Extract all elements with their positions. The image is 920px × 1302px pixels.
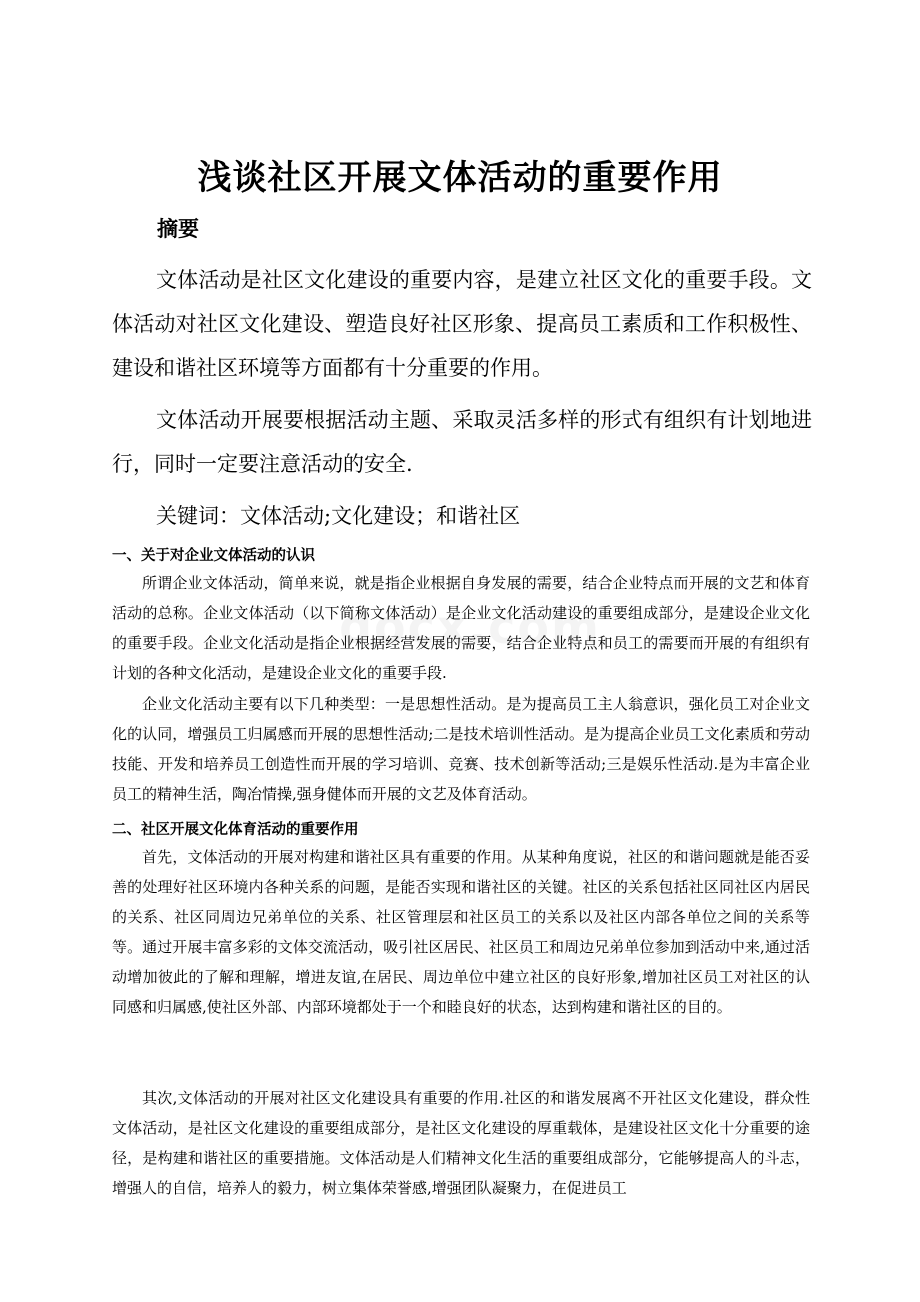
keywords-line: 关键词：文体活动;文化建设；和谐社区 xyxy=(156,504,521,528)
section-2-heading: 二、社区开展文化体育活动的重要作用 xyxy=(112,822,359,838)
section-1-paragraph-2: 企业文化活动主要有以下几种类型：一是思想性活动。是为提高员工主人翁意识，强化员工对企业文化的认同，增强员工归属感而开展的思想性活动;二是技术培训性活动。是为提高企业员工文化素质和劳动技能、开发和培养员工创造性而开展的学习培训、竞赛、技术创新等活动;三是娱乐性活动.是为丰富企业员工的精神生活，陶冶情操,强身健体而开展的文艺及体育活动。 xyxy=(112,695,810,803)
section-2-paragraph-2: 其次,文体活动的开展对社区文化建设具有重要的作用.社区的和谐发展离不开社区文化建设，群众性文体活动，是社区文化建设的重要组成部分，是社区文化建设的厚重载体，是建设社区文化十分重要的途径，是构建和谐社区的重要措施。文体活动是人们精神文化生活的重要组成部分，它能够提高人的斗志，增强人的自信，培养人的毅力，树立集体荣誉感,增强团队凝聚力，在促进员工 xyxy=(112,1089,810,1197)
section-1-paragraph-1: 所谓企业文体活动，简单来说，就是指企业根据自身发展的需要，结合企业特点而开展的文艺和体育活动的总称。企业文体活动（以下简称文体活动）是企业文化活动建设的重要组成部分，是建设企业文化的重要手段。企业文化活动是指企业根据经营发展的需要，结合企业特点和员工的需要而开展的有组织有计划的各种文化活动，是建设企业文化的重要手段. xyxy=(112,574,810,682)
abstract-heading: 摘要 xyxy=(157,217,199,241)
document-title: 浅谈社区开展文体活动的重要作用 xyxy=(197,158,723,198)
section-2-paragraph-1: 首先，文体活动的开展对构建和谐社区具有重要的作用。从某种角度说，社区的和谐问题就是能否妥善的处理好社区环境内各种关系的问题，是能否实现和谐社区的关键。社区的关系包括社区同社区内居民的关系、社区同周边兄弟单位的关系、社区管理层和社区员工的关系以及社区内部各单位之间的关系等等。通过开展丰富多彩的文体交流活动，吸引社区居民、社区员工和周边兄弟单位参加到活动中来,通过活动增加彼此的了解和理解，增进友谊,在居民、周边单位中建立社区的良好形象,增加社区员工对社区的认同感和归属感,使社区外部、内部环境都处于一个和睦良好的状态，达到构建和谐社区的目的。 xyxy=(112,848,810,1016)
abstract-paragraph-1: 文体活动是社区文化建设的重要内容，是建立社区文化的重要手段。文体活动对社区文化建设、塑造良好社区形象、提高员工素质和工作积极性、建设和谐社区环境等方面都有十分重要的作用。 xyxy=(112,268,812,380)
abstract-paragraph-2: 文体活动开展要根据活动主题、采取灵活多样的形式有组织有计划地进行，同时一定要注意活动的安全. xyxy=(112,408,812,476)
section-1-heading: 一、关于对企业文体活动的认识 xyxy=(112,548,315,564)
